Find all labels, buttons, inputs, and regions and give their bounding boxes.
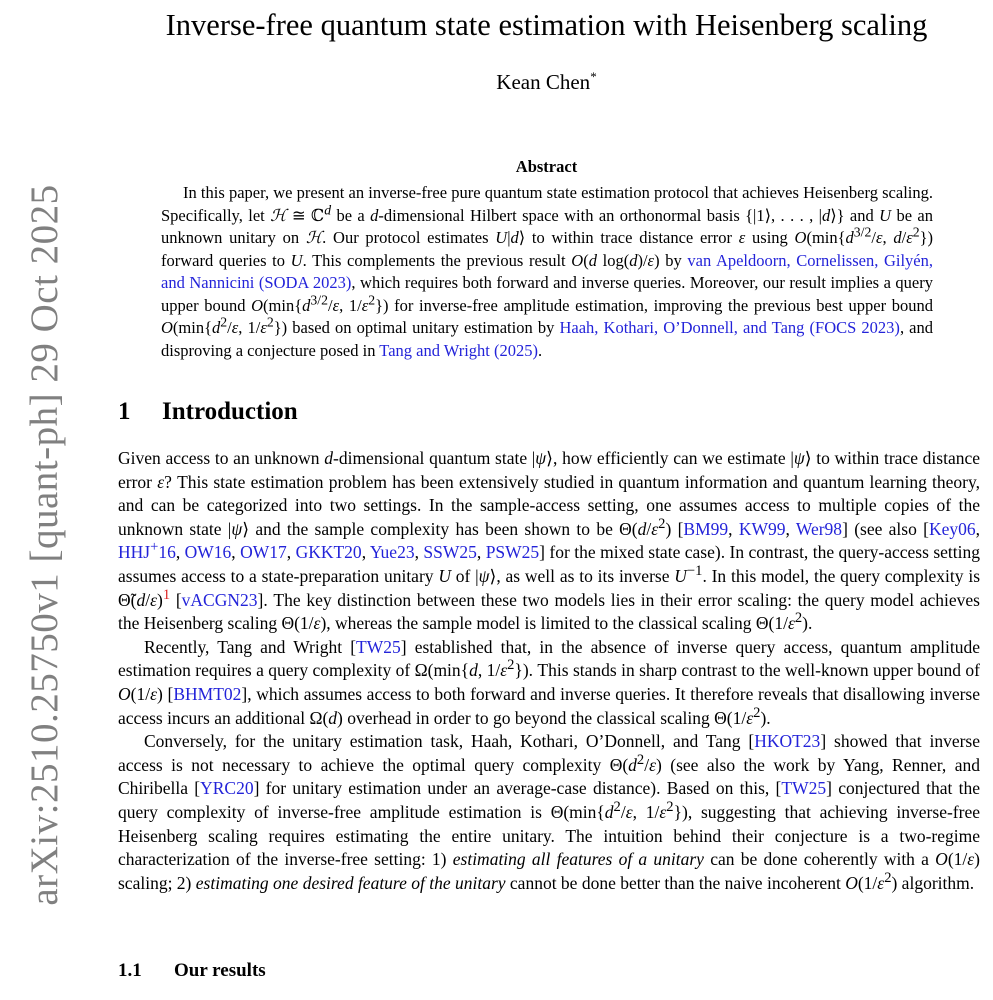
citation-superscript: + (150, 539, 159, 556)
abstract-heading: Abstract (515, 157, 578, 176)
footnote-link[interactable]: 1 (162, 586, 171, 603)
paper-title: Inverse-free quantum state estimation with Heisenberg scaling (165, 8, 928, 42)
citation-link[interactable]: vACGN23 (181, 589, 258, 610)
citation-link[interactable]: TW25 (781, 778, 827, 799)
citation-link[interactable]: GKKT20 (295, 542, 362, 563)
paragraph: Conversely, for the unitary estimation task, Haah, Kothari, O’Donnell, and Tang [HKOT23] showed that inverse access is not necessary to achieve the optimal query complexity $\Theta(d^2/\varepsilon)$ (see also the work by Yang, Renner, and Chiribella [YRC20] for unitary estimation under an average-case distance). Based on this, [TW25] conjectured that the query complexity of inverse-free amplitude estimation is $\Theta(\min\{d^2/\varepsilon$, $1/\varepsilon^2$}), suggesting that achieving inverse-free Heisenberg scaling requires estimating the entire unitary. The intuition behind their conjecture is a two-regime characterization of the inverse-free setting: 1) estimating all features of a unitary can be done coherently with a O(1/ε) scaling; 2) estimating one desired feature of the unitary cannot be done better than the naive incoherent $O(1/\varepsilon^2)$ algorithm. (118, 731, 981, 893)
paragraph: Recently, Tang and Wright [TW25] established that, in the absence of inverse query access, quantum amplitude estimation requires a query complexity of Ω(min{d, $1/\varepsilon^2$}). This stands in sharp contrast to the well-known upper bound of O(1/ε) [BHMT02], which assumes access to both forward and inverse queries. It therefore reveals that disallowing inverse access incurs an additional Ω(d) overhead in order to go beyond the classical scaling $\Theta(1/\varepsilon^2)$. (118, 636, 981, 728)
abstract-body: In this paper, we present an inverse-free pure quantum state estimation protocol that achieves Heisenberg scaling. Specifically, let ℋ ≅ ℂ$^d$ be a d-dimensional Hilbert space with an orthonormal basis {|1⟩, . . . , |d⟩} and U be an unknown unitary on ℋ. Our protocol estimates U|d⟩ to within trace distance error ε using $O(\min\{d^{3/2}/\varepsilon$, $d/\varepsilon^2$}) forward queries to U. This complements the previous result O(d log(d)/ε) by van Apeldoorn, Cornelissen, Gilyén, and Nannicini (SODA 2023), which requires both forward and inverse queries. Moreover, our result implies a query upper bound $O(\min\{d^{3/2}/\varepsilon$, $1/\varepsilon^2$}) for inverse-free amplitude estimation, improving the previous best upper bound $O(\min\{d^2/\varepsilon$, $1/\varepsilon^2$}) based on optimal unitary estimation by Haah, Kothari, O’Donnell, and Tang (FOCS 2023), and disproving a conjecture posed in Tang and Wright (2025). (161, 183, 934, 360)
section-title: Introduction (162, 398, 298, 425)
citation-text: HHJ (118, 542, 151, 563)
citation-link[interactable]: OW17 (240, 542, 287, 563)
citation-link[interactable]: SSW25 (423, 542, 477, 563)
citation-link[interactable]: Tang and Wright (2025) (379, 340, 538, 360)
citation-link[interactable]: van Apeldoorn, Cornelissen, Gilyén, and Nannicini (SODA 2023) (161, 250, 934, 292)
citation-link[interactable]: Yue23 (369, 542, 415, 563)
subsection-number: 1.1 (118, 960, 142, 981)
subsection-title: Our results (174, 960, 266, 981)
author-name: Kean Chen (496, 70, 591, 94)
citation-link[interactable]: Key06 (928, 518, 976, 539)
citation-link[interactable]: PSW25 (485, 542, 540, 563)
citation-link[interactable] (118, 539, 176, 563)
citation-link[interactable]: HKOT23 (754, 731, 821, 752)
citation-link[interactable]: OW16 (184, 542, 232, 563)
section-heading-introduction (118, 398, 298, 426)
section-number: 1 (118, 398, 131, 425)
citation-link[interactable]: BHMT02 (173, 683, 242, 704)
subsection-heading-our-results (118, 960, 266, 982)
citation-link[interactable]: Haah, Kothari, O’Donnell, and Tang (FOCS 2023) (559, 318, 900, 337)
citation-link[interactable]: Wer98 (795, 518, 843, 539)
citation-link[interactable]: YRC20 (200, 778, 254, 799)
citation-text: 16 (158, 542, 176, 563)
citation-link[interactable]: KW99 (738, 518, 786, 539)
citation-link[interactable]: BM99 (683, 518, 729, 539)
introduction-body (118, 447, 980, 895)
citation-link[interactable]: TW25 (356, 636, 401, 657)
paragraph: Given access to an unknown d-dimensional quantum state |ψ⟩, how efficiently can we estimate |ψ⟩ to within trace distance error ε? This state estimation problem has been extensively studied in quantum information and quantum learning theory, and can be categorized into two settings. In the sample-access setting, one assumes access to multiple copies of the unknown state |ψ⟩ and the sample complexity has been shown to be $\Theta(d/\varepsilon^2)$ [BM99, KW99, Wer98] (see also [Key06, HHJ+16, OW16, OW17, GKKT20, Yue23, SSW25, PSW25] for the mixed state case). In contrast, the query-access setting assumes access to a state-preparation unitary U of |ψ⟩, as well as to its inverse $U^{-1}$. In this model, the query complexity is Θ̃(d/ε)$^1$ [vACGN23]. The key distinction between these two models lies in their error scaling: the query model achieves the Heisenberg scaling Θ(1/ε), whereas the sample model is limited to the classical scaling $\Theta(1/\varepsilon^2)$. (118, 448, 981, 634)
arxiv-identifier: arXiv:2510.25750v1 [quant-ph] 29 Oct 2025 (23, 184, 66, 906)
author-line (100, 70, 993, 95)
author-footnote-mark: * (590, 69, 597, 84)
